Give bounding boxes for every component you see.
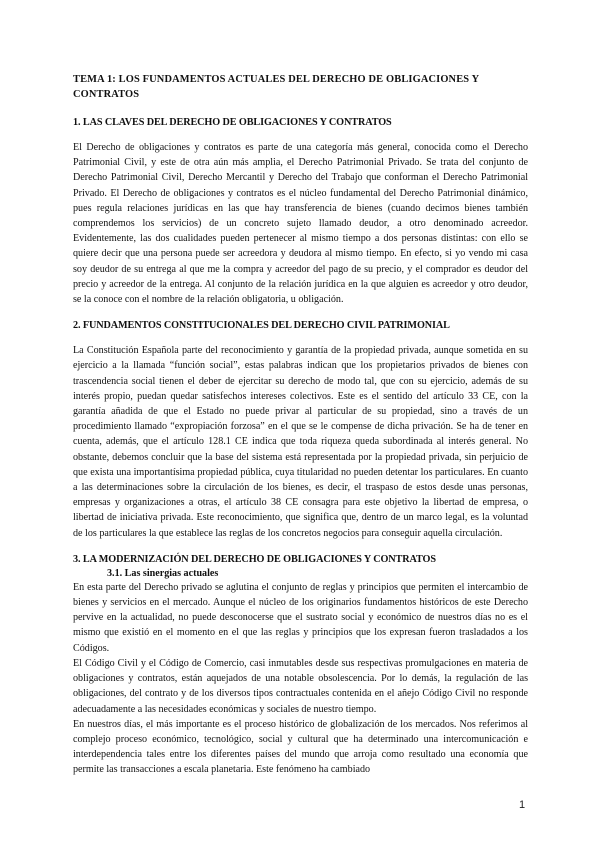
- section-1-heading: 1. LAS CLAVES DEL DERECHO DE OBLIGACIONES Y CONTRATOS: [73, 117, 392, 128]
- section-1-paragraph-1: El Derecho de obligaciones y contratos es parte de una categoría más general, conocida como el Derecho Patrimonial Civil, y este de otra aún más amplia, el Derecho Patrimonial Privado. Se trata del conjunto de Derecho Patrimonial Civil, Derecho Mercantil y Derecho del Trabajo que conforman el Derecho Patrimonial Privado. El Derecho de obligaciones y contratos es el núcleo fundamental del Derecho Patrimonial dinámico, pues regula relaciones jurídicas en las que hay transferencia de bienes (cuando decimos bienes también comprendemos los servicios) de un concreto sujeto llamado deudor, a otro denominado acreedor. Evidentemente, las dos cualidades pueden pertenecer al mismo tiempo a dos personas distintas: con ello se quiere decir que una persona puede ser acreedora y deudora al mismo tiempo. En efecto, si yo vendo mi casa soy deudor de su entrega al que me la compra y acreedor del pago de su precio, y el comprador es deudor del precio y acreedor de la entrega. Al conjunto de la relación jurídica en la que alguien es acreedor y otro deudor, se la conoce con el nombre de la relación obligatoria, u obligación.: [73, 142, 528, 306]
- section-2-heading: 2. FUNDAMENTOS CONSTITUCIONALES DEL DERECHO CIVIL PATRIMONIAL: [73, 320, 450, 332]
- section-2: [73, 318, 528, 541]
- document-title: TEMA 1: LOS FUNDAMENTOS ACTUALES DEL DERECHO DE OBLIGACIONES Y CONTRATOS: [73, 74, 479, 100]
- section-3-paragraph-1: En esta parte del Derecho privado se aglutina el conjunto de reglas y principios que permiten el intercambio de bienes y servicios en el mercado. Aunque el núcleo de los originarios fundamentos históricos de este Derecho pervive en la actualidad, no puede desconocerse que el sustrato social y económico de nuestros días no es el mismo que existió en el momento en el que las reglas y principios que los expresan fueron trasladados a los Códigos.: [73, 581, 528, 654]
- section-3-paragraph-2: El Código Civil y el Código de Comercio, casi inmutables desde sus respectivas promulgaciones en materia de obligaciones y contratos, están aquejados de una notable obsolescencia. Por lo demás, la regulación de las obligaciones, del contrato y de los diversos tipos contractuales contenida en el añejo Código Civil no responde adecuadamente a las necesidades económicas y sociales de nuestro tiempo.: [73, 657, 528, 715]
- section-3-1-subheading: 3.1. Las sinergias actuales: [107, 567, 219, 579]
- section-1: [73, 115, 528, 307]
- section-3-heading: 3. LA MODERNIZACIÓN DEL DERECHO DE OBLIGACIONES Y CONTRATOS: [73, 553, 436, 565]
- section-3-paragraph-3: En nuestros días, el más importante es el proceso histórico de globalización de los mercados. Nos referimos al complejo proceso económico, tecnológico, social y cultural que ha determinado una intercomunicación e interdependencia tales entre los diferentes países del mundo que arroja como resultado una economía que permite las transacciones a escala planetaria. Este fenómeno ha cambiado: [73, 718, 528, 776]
- document-page: [73, 72, 528, 778]
- page-number: 1: [519, 799, 526, 811]
- section-3: [73, 552, 528, 778]
- section-2-paragraph-1: La Constitución Española parte del reconocimiento y garantía de la propiedad privada, aunque sometida en su ejercicio a la llamada “función social”, estas palabras indican que los propietarios privados de bienes con trascendencia social tienen el deber de ejercitar su derecho de modo tal, que con su ejercicio, además de su interés propio, puedan quedar satisfechos intereses colectivos. Este es el sentido del artículo 33 CE, con la garantía añadida de que el Estado no puede privar al particular de su propiedad, sino a través de un procedimiento llamado “expropiación forzosa” en el que se le compense de dicha privación. Se ha de tener en cuenta, además, que el artículo 128.1 CE indica que toda riqueza queda subordinada al interés general. No obstante, debemos concluir que la base del sistema está representada por la propiedad privada, sin perjuicio de que exista una importantísima propiedad pública, cuya titularidad no pueden detentar los particulares. En cuanto a las determinaciones sobre la circulación de los bienes, es decir, el traspaso de estos desde unas personas, empresas y organizaciones a otras, el artículo 38 CE consagra para este objetivo la libertad de empresa, o libertad de iniciativa privada. Este reconocimiento, que significa que, dentro de un marco legal, es la voluntad de los particulares la que establece las reglas de los concretos negocios para conseguir aquella circulación.: [73, 345, 528, 539]
